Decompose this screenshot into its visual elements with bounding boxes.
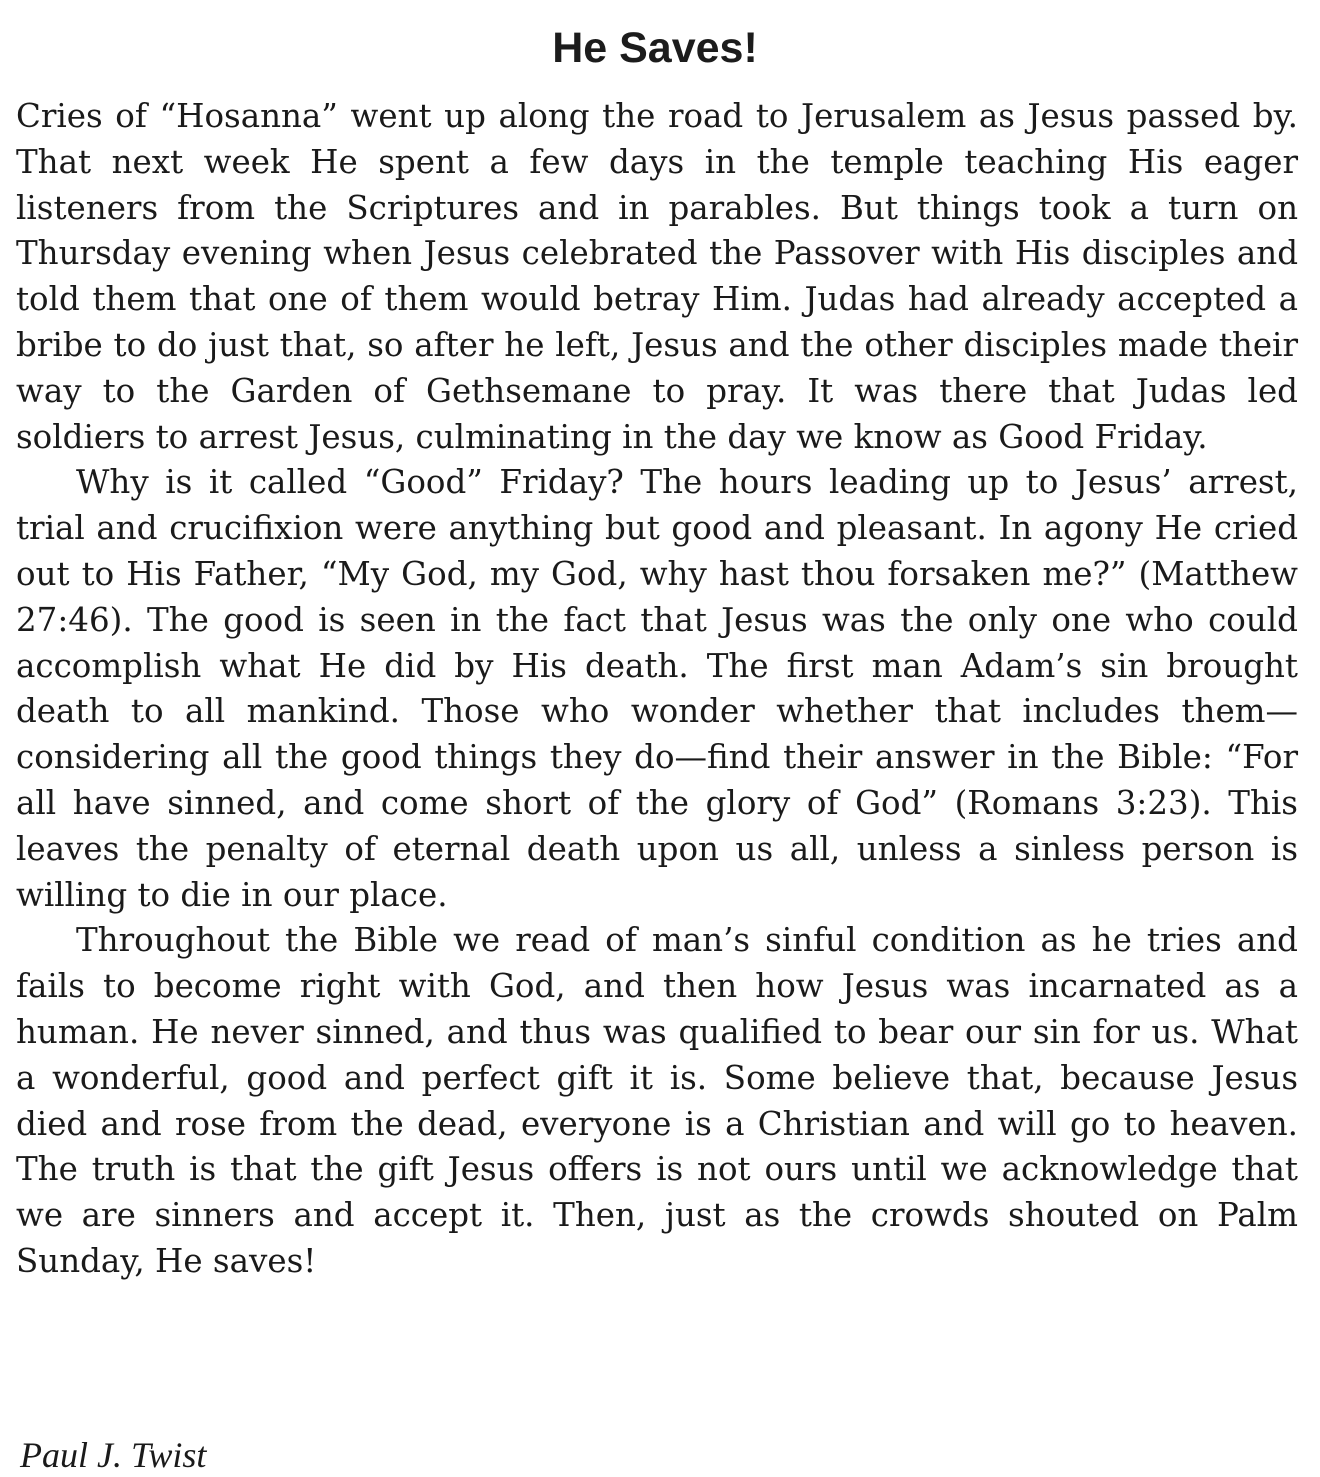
article-title: He Saves! — [552, 24, 758, 72]
paragraph-1: Cries of “Hosanna” went up along the road to Jerusalem as Jesus passed by. That next week He spent a few days in the temple teaching His eager listeners from the Scriptures and in parables. But things took a turn on Thursday evening when Jesus celebrated the Passover with His disciples and told them that one of them would betray Him. Judas had already accepted a bribe to do just that, so after he left, Jesus and the other disciples made their way to the Garden of Gethsemane to pray. It was there that Judas led soldiers to arrest Jesus, culminating in the day we know as Good Friday. — [16, 97, 1298, 456]
author-signature: Paul J. Twist — [20, 1435, 207, 1475]
paragraph-3: Throughout the Bible we read of man’s sinful condition as he tries and fails to become right with God, and then how Jesus was incarnated as a human. He never sinned, and thus was qualified to bear our sin for us. What a wonderful, good and perfect gift it is. Some believe that, because Jesus died and rose from the dead, everyone is a Christian and will go to heaven. The truth is that the gift Jesus offers is not ours until we acknowledge that we are sinners and accept it. Then, just as the crowds shouted on Palm Sunday, He saves! — [16, 921, 1298, 1280]
article-body — [16, 94, 1298, 1285]
paragraph-2: Why is it called “Good” Friday? The hours leading up to Jesus’ arrest, trial and crucifixion were anything but good and pleasant. In agony He cried out to His Father, “My God, my God, why hast thou forsaken me?” (Matthew 27:46). The good is seen in the fact that Jesus was the only one who could accomplish what He did by His death. The first man Adam’s sin brought death to all mankind. Those who wonder whether that includes them—considering all the good things they do—find their answer in the Bible: “For all have sinned, and come short of the glory of God” (Romans 3:23). This leaves the penalty of eternal death upon us all, unless a sinless person is willing to die in our place. — [16, 463, 1298, 914]
